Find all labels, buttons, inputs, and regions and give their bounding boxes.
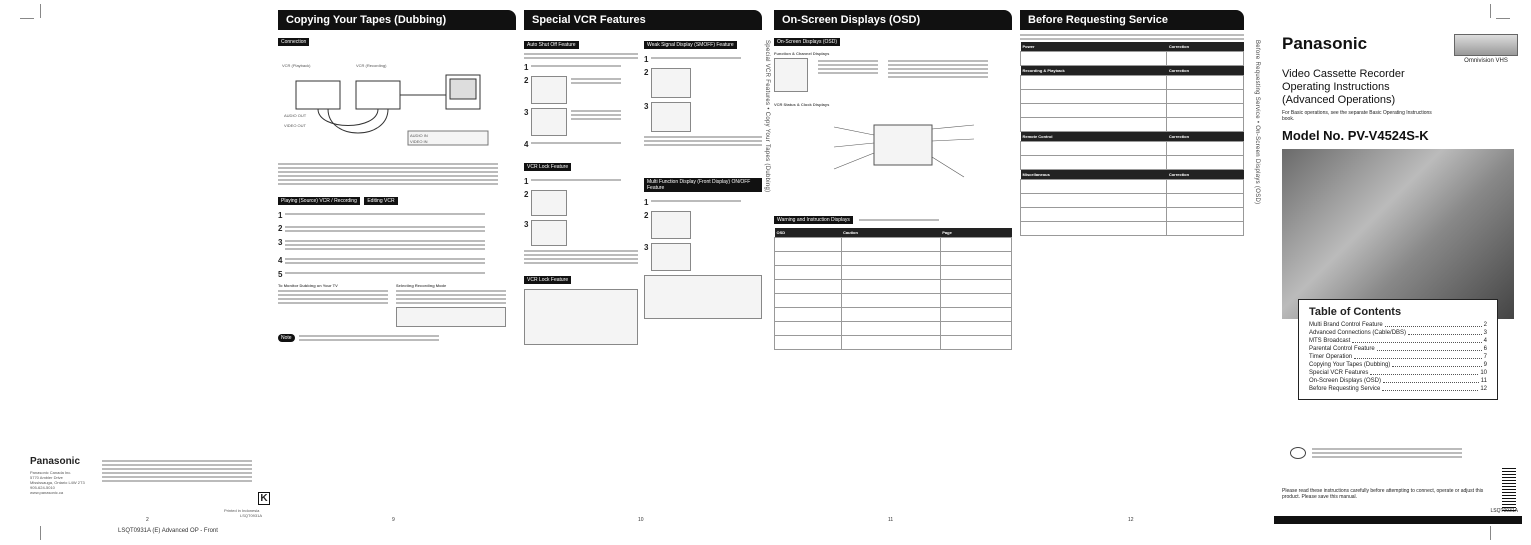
read-note: Please read these instructions carefully before attempting to connect, operate or adjust this product. Please save this manual. [1282,488,1484,500]
page-title: Before Requesting Service [1020,10,1244,30]
printed-in: Printed in Indonesia [224,508,260,513]
energy-star [1290,446,1462,460]
step-5: 5 [278,270,516,279]
special-features-page: Special VCR Features Auto Shut Off Feature 1 2 3 4 VCR Lock Feature 1 2 3 VCR Lock Feature Weak Signal Display (SMOFF) Feature 1 2 3 Multi Function Display (Front Display) ON/OFF Feature 1 2 3 10 [524,10,762,525]
bottom-columns: To Monitor Dubbing on Your TV Selecting Recording Mode [278,283,516,327]
dubbing-diagram [278,51,516,161]
subheads: Playing (Source) VCR / Recording Editing VCR [278,189,516,207]
connection-label: Connection [278,38,309,46]
toc-item[interactable]: MTS Broadcast 4 [1309,338,1487,344]
osd-page: On-Screen Displays (OSD) On-Screen Displays (OSD) Function & Channel Displays VCR Status & Clock Displays Warning and Instruction Displays OSD Caution Page 11 [774,10,1012,525]
front-cover-page: Panasonic Omnivision VHS Video Cassette Recorder Operating Instructions (Advanced Operations) For Basic operations, see the separate Basic Operating Instructions book. Model No. PV-V4524S-K Table of Contents Multi Brand Control Feature 2 Advanced Connections (Cable/DBS) 3 MTS Broadcast 4 Parental Control Feature 6 Timer Operation 7 Copying Your Tapes (Dubbing) 9 Special VCR Features 10 On-Screen Displays (OSD) 11 Before Requesting Service 12 Please read these instructions carefully before attempting to connect, operate or adjust this product. Please save this manual. LSQT0931A [1274,10,1522,525]
model-number: Model No. PV-V4524S-K [1282,128,1429,143]
cover-code: LSQT0931A [1490,508,1518,514]
service-table: Power Correction Recording & Playback Correction Remote Control Correction Miscellaneous Correction [1020,42,1244,236]
family-photo [1282,149,1514,392]
back-cover-page [28,10,272,525]
connection-diagram: VCR (Playback) VCR (Recording) AUDIO OUT VIDEO OUT AUDIO IN VIDEO IN [278,51,516,161]
footer-code: LSQT0931A (E) Advanced OP - Front [118,528,218,534]
osd-status-diagram [774,107,1012,197]
side-tab: Before Requesting Service • On-Screen Displays (OSD) [1254,40,1260,205]
step-4: 4 [278,256,516,266]
vcr-image [1454,34,1518,56]
page-title: Copying Your Tapes (Dubbing) [278,10,516,30]
toc-item[interactable]: Copying Your Tapes (Dubbing) 9 [1309,362,1487,368]
page-title: Special VCR Features [524,10,762,30]
step-2: 2 [278,224,516,234]
brand-logo: Panasonic [1282,34,1368,53]
note: Note [278,333,516,343]
service-page [1020,10,1244,525]
page-number: 11 [888,517,894,523]
page-number: 10 [638,517,644,523]
toc-item[interactable]: Advanced Connections (Cable/DBS) 3 [1309,330,1487,336]
step-3: 3 [278,238,516,252]
crop-mark [1490,526,1491,540]
crop-mark [40,526,41,540]
back-logo: Panasonic [30,456,81,467]
dubbing-page [278,10,516,525]
doc-code: LSQT0931A [240,513,263,518]
page-number: 9 [392,517,395,523]
company-address: Panasonic Canada Inc. 5770 Ambler Drive Mississauga, Ontario L4W 2T3 905-624-5010 www.panasonic.ca [30,470,85,495]
toc-item[interactable]: Multi Brand Control Feature 2 [1309,322,1487,328]
page-number: 2 [146,517,149,523]
service-text [102,458,252,484]
omnivision-badge: Omnivision VHS [1464,58,1508,64]
side-tab: Special VCR Features • Copy Your Tapes (Dubbing) [764,40,770,193]
instructions-text [278,163,498,185]
toc-item[interactable]: Parental Control Feature 6 [1309,346,1487,352]
toc-item[interactable]: Special VCR Features 10 [1309,370,1487,376]
page-number: 12 [1128,517,1134,523]
warning-table: OSD Caution Page [774,228,1012,350]
page-title: On-Screen Displays (OSD) [774,10,1012,30]
k-mark: K [258,492,270,505]
step-1: 1 [278,211,516,220]
bottom-bar [1274,516,1522,524]
toc-item[interactable]: Timer Operation 7 [1309,354,1487,360]
toc-item[interactable]: Before Requesting Service 12 [1309,386,1487,392]
barcode [1502,468,1516,512]
toc-item[interactable]: On-Screen Displays (OSD) 11 [1309,378,1487,384]
table-of-contents: Table of Contents Multi Brand Control Feature 2 Advanced Connections (Cable/DBS) 3 MTS Broadcast 4 Parental Control Feature 6 Timer Operation 7 Copying Your Tapes (Dubbing) 9 Special VCR Features 10 On-Screen Displays (OSD) 11 Before Requesting Service 12 [1298,299,1498,400]
